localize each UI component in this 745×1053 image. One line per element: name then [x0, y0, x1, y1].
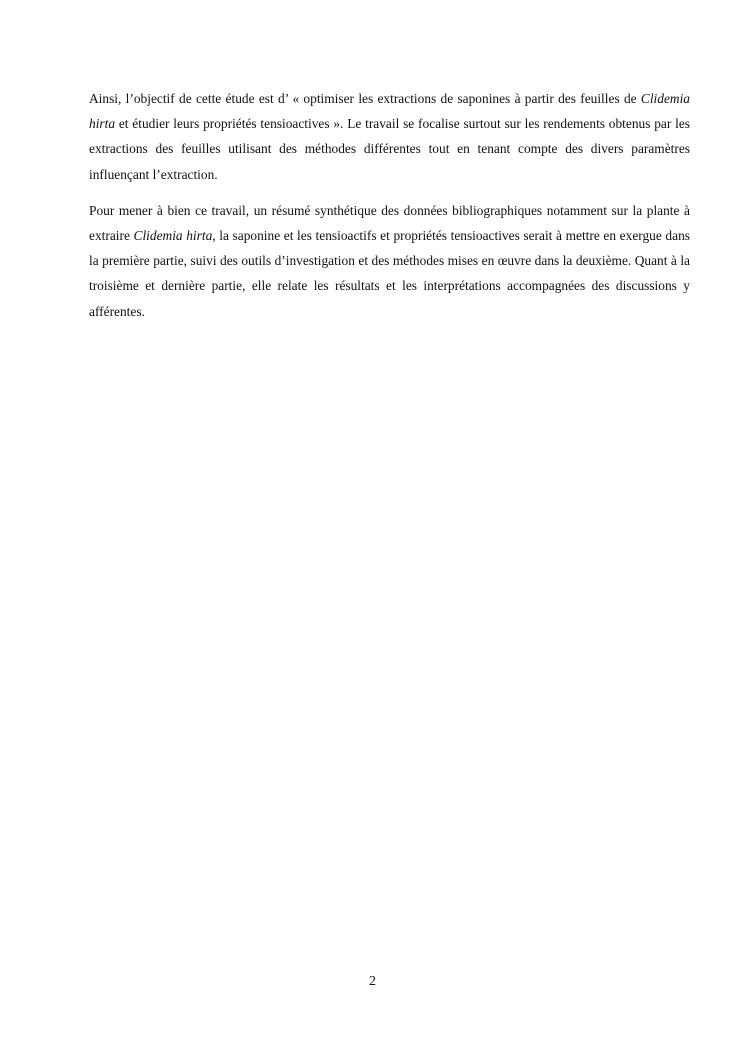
species-name-italic: Clidemia hirta	[133, 228, 213, 244]
page-number: 2	[369, 974, 376, 989]
paragraph-plan	[89, 198, 690, 324]
text-segment: Ainsi, l’objectif de cette étude est d’ « optimiser les extractions de saponines à partir des feuilles de	[89, 91, 641, 106]
paragraph-objective	[89, 86, 690, 187]
text-segment: , la saponine et les tensioactifs et propriétés tensioactives serait à mettre en exergue dans la première partie, suivi des outils d’investigation et des méthodes mises en œuvre dans la deuxième. Quant à la troisième et dernière partie, elle relate les résultats et les interprétations accompagnées des discussions y afférentes.	[89, 228, 690, 319]
text-segment: et étudier leurs propriétés tensioactives ». Le travail se focalise surtout sur les rendements obtenus par les extractions des feuilles utilisant des méthodes différentes tout en tenant compte des divers paramètres influençant l’extraction.	[89, 116, 690, 182]
species-name-italic: Clidemia hirta	[89, 91, 690, 132]
text-segment: Pour mener à bien ce travail, un résumé synthétique des données bibliographiques notamment sur la plante à extraire	[89, 202, 690, 244]
body-text	[89, 86, 690, 335]
